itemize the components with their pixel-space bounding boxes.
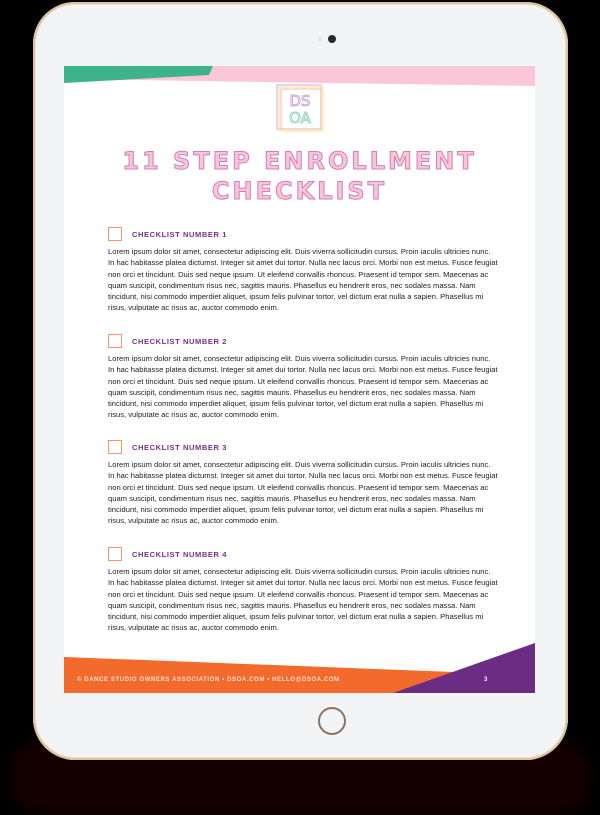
footer-copyright: © DANCE STUDIO OWNERS ASSOCIATION • DSOA.COM • HELLO@DSOA.COM bbox=[77, 677, 340, 683]
checklist-item-2 bbox=[108, 333, 498, 421]
checklist-item-3 bbox=[108, 439, 498, 527]
document-page bbox=[64, 66, 535, 693]
checkbox[interactable] bbox=[108, 440, 122, 454]
front-camera-icon bbox=[328, 35, 336, 43]
checklist-item-body: Lorem ipsum dolor sit amet, consectetur adipiscing elit. Duis viverra sollicitudin cursus. Proin iaculis ultricies nunc. In hac habitasse platea dictumst. Integer sit amet dui tortor. Nulla nec lacus orci. Morbi non est metus. Fusce feugiat non orci et tincidunt. Duis sed neque ipsum. Ut eleifend convallis rhoncus. Praesent id tempor sem. Maecenas ac quam suscipit, condimentum risus nec, sagittis mauris. Phasellus eu hendrerit eros, nec sodales massa. Nam tincidunt, nisi commodo imperdiet aliquet, ipsum felis pulvinar tortor, vel dictum erat nulla a sapien. Phasellus mi risus, vulputate ac risus ac, auctor commodo enim. bbox=[108, 567, 498, 633]
page-title-line-2: CHECKLIST bbox=[211, 177, 388, 205]
checklist-item-title: CHECKLIST NUMBER 4 bbox=[132, 549, 227, 559]
home-button[interactable] bbox=[318, 707, 346, 735]
checklist-item-body: Lorem ipsum dolor sit amet, consectetur adipiscing elit. Duis viverra sollicitudin cursus. Proin iaculis ultricies nunc. In hac habitasse platea dictumst. Integer sit amet dui tortor. Nulla nec lacus orci. Morbi non est metus. Fusce feugiat non orci et tincidunt. Duis sed neque ipsum. Ut eleifend convallis rhoncus. Praesent id tempor sem. Maecenas ac quam suscipit, condimentum risus nec, sagittis mauris. Phasellus eu hendrerit eros, nec sodales massa. Nam tincidunt, nisi commodo imperdiet aliquet, ipsum felis pulvinar tortor, vel dictum erat nulla a sapien. Phasellus mi risus, vulputate ac risus ac, auctor commodo enim. bbox=[108, 247, 498, 313]
checklist-item-1 bbox=[108, 226, 498, 314]
checklist-item-4 bbox=[108, 546, 498, 634]
checkbox[interactable] bbox=[108, 227, 122, 241]
light-sensor-icon bbox=[318, 37, 322, 41]
checklist-item-title: CHECKLIST NUMBER 3 bbox=[132, 442, 227, 452]
svg-text:OA: OA bbox=[289, 109, 311, 127]
page-number: 3 bbox=[484, 677, 488, 683]
checklist-item-body: Lorem ipsum dolor sit amet, consectetur adipiscing elit. Duis viverra sollicitudin cursus. Proin iaculis ultricies nunc. In hac habitasse platea dictumst. Integer sit amet dui tortor. Nulla nec lacus orci. Morbi non est metus. Fusce feugiat non orci et tincidunt. Duis sed neque ipsum. Ut eleifend convallis rhoncus. Praesent id tempor sem. Maecenas ac quam suscipit, condimentum risus nec, sagittis mauris. Phasellus eu hendrerit eros, nec sodales massa. Nam tincidunt, nisi commodo imperdiet aliquet, ipsum felis pulvinar tortor, vel dictum erat nulla a sapien. Phasellus mi risus, vulputate ac risus ac, auctor commodo enim. bbox=[108, 354, 498, 420]
checklist-item-title: CHECKLIST NUMBER 2 bbox=[132, 336, 227, 346]
checklist-item-title: CHECKLIST NUMBER 1 bbox=[132, 229, 227, 239]
dsoa-logo-icon bbox=[275, 83, 325, 133]
checkbox[interactable] bbox=[108, 547, 122, 561]
svg-text:DS: DS bbox=[289, 92, 311, 110]
checkbox[interactable] bbox=[108, 334, 122, 348]
page-title bbox=[64, 146, 535, 206]
checklist-item-body: Lorem ipsum dolor sit amet, consectetur adipiscing elit. Duis viverra sollicitudin cursus. Proin iaculis ultricies nunc. In hac habitasse platea dictumst. Integer sit amet dui tortor. Nulla nec lacus orci. Morbi non est metus. Fusce feugiat non orci et tincidunt. Duis sed neque ipsum. Ut eleifend convallis rhoncus. Praesent id tempor sem. Maecenas ac quam suscipit, condimentum risus nec, sagittis mauris. Phasellus eu hendrerit eros, nec sodales massa. Nam tincidunt, nisi commodo imperdiet aliquet, ipsum felis pulvinar tortor, vel dictum erat nulla a sapien. Phasellus mi risus, vulputate ac risus ac, auctor commodo enim. bbox=[108, 460, 498, 526]
page-title-line-1: 11 STEP ENROLLMENT bbox=[122, 147, 477, 175]
